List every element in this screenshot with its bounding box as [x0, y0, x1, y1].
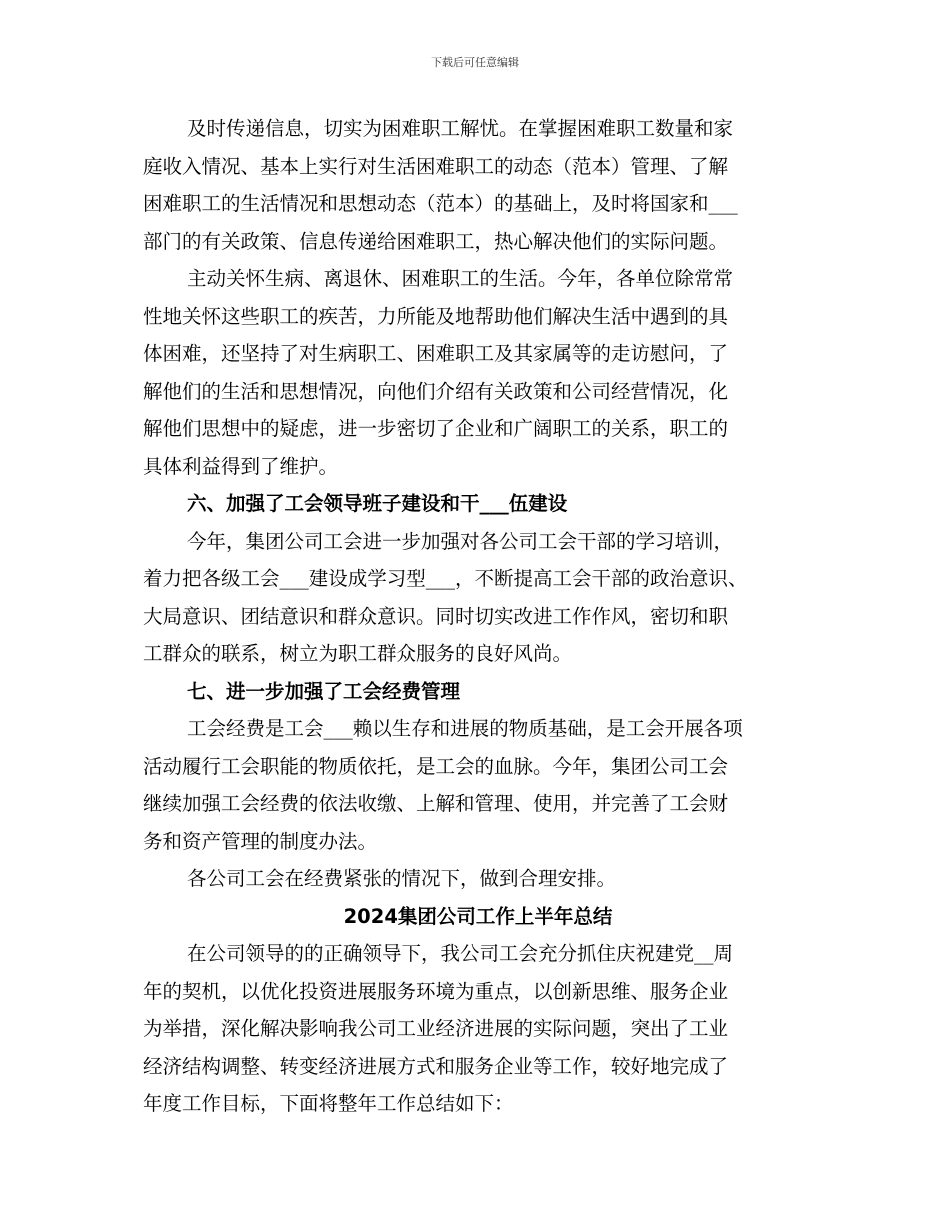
paragraph-line: 及时传递信息，切实为困难职工解忧。在掌握困难职工数量和家	[187, 117, 734, 140]
paragraph-summary-intro	[143, 935, 793, 1123]
section-heading-six: 六、加强了工会领导班子建设和干___伍建设	[187, 492, 568, 515]
paragraph-line: 年度工作目标，下面将整年工作总结如下：	[143, 1092, 514, 1115]
paragraph-union-funds	[143, 710, 813, 860]
paragraph-line: 经济结构调整、转变经济进展方式和服务企业等工作，较好地完成了	[143, 1054, 729, 1078]
paragraph-line: 着力把各级工会___建设成学习型___，不断提高工会干部的政治意识、	[143, 567, 748, 590]
paragraph-line: 解他们的生活和思想情况，向他们介绍有关政策和公司经营情况，化	[143, 379, 729, 403]
paragraph-line: 主动关怀生病、离退休、困难职工的生活。今年，各单位除常常	[187, 267, 734, 290]
paragraph-cadre-training	[143, 523, 813, 673]
paragraph-line: 庭收入情况、基本上实行对生活困难职工的动态（范本）管理、了解	[143, 154, 729, 178]
section-heading-seven: 七、进一步加强了工会经费管理	[187, 679, 461, 703]
paragraph-line: 今年，集团公司工会进一步加强对各公司工会干部的学习培训，	[187, 529, 734, 553]
paragraph-line: 各公司工会在经费紧张的情况下，做到合理安排。	[187, 867, 617, 890]
paragraph-line: 困难职工的生活情况和思想动态（范本）的基础上，及时将国家和___	[143, 192, 738, 215]
paragraph-info-delivery	[143, 110, 813, 260]
paragraph-budget-arrangement	[143, 860, 813, 898]
paragraph-line: 大局意识、团结意识和群众意识。同时切实改进工作作风，密切和职	[143, 604, 729, 628]
document-title-2024-summary: 2024集团公司工作上半年总结	[343, 904, 613, 928]
paragraph-line: 年的契机，以优化投资进展服务环境为重点，以创新思维、服务企业	[143, 979, 729, 1003]
paragraph-line: 务和资产管理的制度办法。	[143, 829, 378, 853]
paragraph-line: 体困难，还坚持了对生病职工、困难职工及其家属等的走访慰问，了	[143, 342, 729, 365]
paragraph-line: 活动履行工会职能的物质依托，是工会的血脉。今年，集团公司工会	[143, 754, 729, 778]
paragraph-line: 工群众的联系，树立为职工群众服务的良好风尚。	[143, 642, 573, 665]
paragraph-line: 解他们思想中的疑虑，进一步密切了企业和广阔职工的关系，职工的	[143, 417, 729, 440]
document-body	[143, 110, 813, 1123]
paragraph-line: 继续加强工会经费的依法收缴、上解和管理、使用，并完善了工会财	[143, 792, 729, 815]
paragraph-line: 具体利益得到了维护。	[143, 454, 339, 478]
paragraph-care-workers	[143, 260, 813, 485]
paragraph-line: 性地关怀这些职工的疾苦，力所能及地帮助他们解决生活中遇到的具	[143, 304, 729, 328]
paragraph-line: 部门的有关政策、信息传递给困难职工，热心解决他们的实际问题。	[143, 229, 729, 253]
paragraph-line: 工会经费是工会___赖以生存和进展的物质基础，是工会开展各项	[187, 717, 743, 740]
paragraph-line: 为举措，深化解决影响我公司工业经济进展的实际问题，突出了工业	[143, 1017, 729, 1040]
paragraph-line: 在公司领导的的正确领导下，我公司工会充分抓住庆祝建党__周	[187, 942, 734, 965]
page-header-note: 下载后可任意编辑	[431, 56, 519, 69]
